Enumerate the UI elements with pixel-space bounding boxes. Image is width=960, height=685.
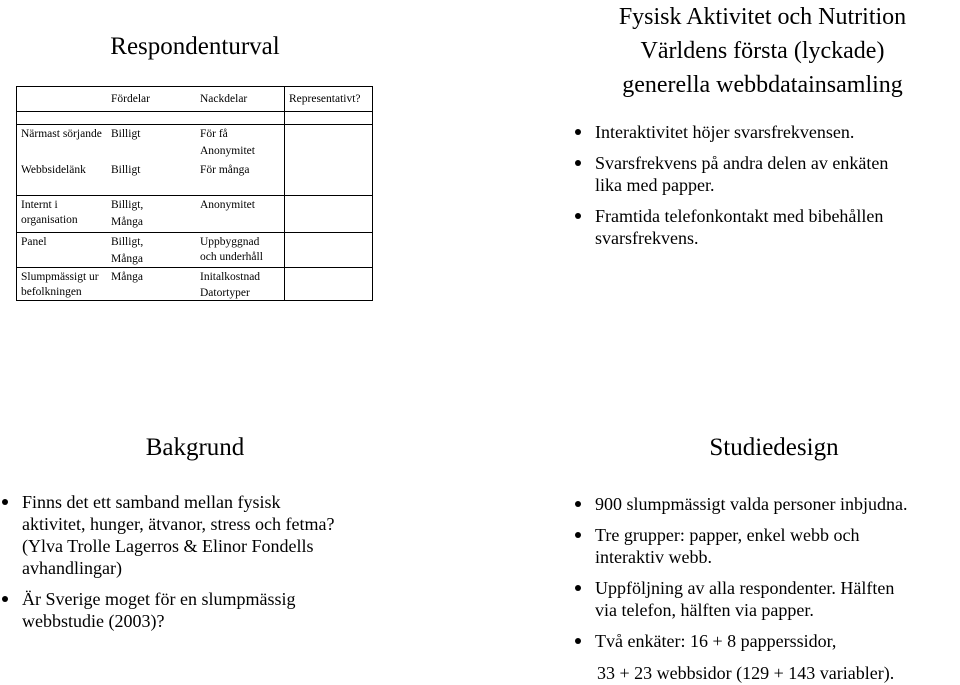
table-rule [17, 195, 372, 196]
cell-nackdelar: Anonymitet [200, 145, 255, 157]
row-label: Internt i [21, 199, 58, 211]
bullet-icon [575, 532, 581, 538]
bullet-item [573, 493, 960, 515]
table-rule [17, 267, 372, 268]
cell-fordelar: Billigt, [111, 199, 144, 211]
slide-title: Respondenturval [110, 33, 280, 60]
bullet-text: Tre grupper: papper, enkel webb och [595, 525, 860, 545]
cell-fordelar: Många [111, 216, 143, 228]
header-fordelar: Fördelar [111, 93, 150, 105]
bullet-item [573, 577, 960, 621]
bullet-icon [2, 499, 8, 505]
bullet-text: (Ylva Trolle Lagerros & Elinor Fondells [22, 536, 314, 556]
bullet-icon [575, 501, 581, 507]
title-line: Fysisk Aktivitet och Nutrition [618, 4, 907, 30]
cell-fordelar: Många [111, 253, 143, 265]
bullet-text: Framtida telefonkontakt med bibehållen [595, 206, 884, 226]
cell-fordelar: Billigt, [111, 236, 144, 248]
bullet-text: svarsfrekvens. [595, 228, 699, 248]
bullet-text: 900 slumpmässigt valda personer inbjudna. [595, 494, 908, 514]
cell-nackdelar: För många [200, 164, 250, 176]
header-representativt: Representativt? [289, 93, 361, 105]
cell-nackdelar: Uppbyggnad [200, 236, 260, 248]
cell-nackdelar: och underhåll [200, 251, 263, 263]
bullet-text: Är Sverige moget för en slumpmässig [22, 589, 296, 609]
bullet-text: interaktiv webb. [595, 547, 712, 567]
row-label: organisation [21, 214, 78, 226]
bullet-text: Interaktivitet höjer svarsfrekvensen. [595, 122, 855, 142]
respondent-table [16, 86, 373, 301]
bullet-text: Två enkäter: 16 + 8 papperssidor, [595, 631, 837, 651]
bullet-text: Svarsfrekvens på andra delen av enkäten [595, 153, 889, 173]
row-label: Närmast sörjande [21, 128, 102, 140]
bullet-text: webbstudie (2003)? [22, 611, 165, 631]
bullet-item [573, 524, 960, 568]
row-label: Panel [21, 236, 47, 248]
bullet-item [0, 588, 390, 632]
bullet-list [573, 121, 958, 258]
bullet-text: aktivitet, hunger, ätvanor, stress och fetma? [22, 514, 335, 534]
bullet-icon [575, 585, 581, 591]
slide-bakgrund [0, 420, 390, 685]
bullet-item [573, 630, 960, 652]
cell-fordelar: Billigt [111, 128, 141, 140]
bullet-item [0, 491, 390, 579]
table-rule [284, 87, 285, 300]
bullet-list [0, 491, 390, 641]
bullet-text: via telefon, hälften via papper. [595, 600, 814, 620]
cell-nackdelar: Initalkostnad [200, 271, 261, 283]
cell-fordelar: Billigt [111, 164, 141, 176]
row-label: Slumpmässigt ur [21, 271, 99, 283]
header-nackdelar: Nackdelar [200, 93, 248, 105]
bullet-list [573, 493, 960, 661]
table-rule [17, 124, 372, 125]
bullet-text: Uppföljning av alla respondenter. Hälften [595, 578, 895, 598]
bullet-text: Finns det ett samband mellan fysisk [22, 492, 281, 512]
bullet-item [573, 152, 958, 196]
cell-nackdelar: För få [200, 128, 228, 140]
bullet-icon [575, 213, 581, 219]
bullet-icon [2, 596, 8, 602]
cell-nackdelar: Anonymitet [200, 199, 255, 211]
cell-nackdelar: Datortyper [200, 287, 250, 299]
slide-respondenturval [0, 0, 390, 320]
bullet-icon [575, 160, 581, 166]
bullet-item [573, 205, 958, 249]
table-rule [17, 232, 372, 233]
bullet-icon [575, 638, 581, 644]
bullet-text: avhandlingar) [22, 558, 122, 578]
title-line: Världens första (lyckade) [640, 38, 885, 64]
slide-title: Studiedesign [709, 434, 839, 461]
slide-title: Bakgrund [145, 434, 245, 461]
row-label: befolkningen [21, 286, 82, 298]
bullet-text: lika med papper. [595, 175, 715, 195]
cell-fordelar: Många [111, 271, 143, 283]
slide-fysisk-aktivitet [565, 0, 960, 320]
bullet-continuation: 33 + 23 webbsidor (129 + 143 variabler). [597, 663, 895, 683]
title-line: generella webbdatainsamling [622, 72, 903, 98]
slide-studiedesign [565, 420, 960, 685]
bullet-item [573, 121, 958, 143]
slide-title [565, 0, 960, 102]
table-rule [17, 111, 372, 112]
row-label: Webbsidelänk [21, 164, 86, 176]
bullet-icon [575, 129, 581, 135]
